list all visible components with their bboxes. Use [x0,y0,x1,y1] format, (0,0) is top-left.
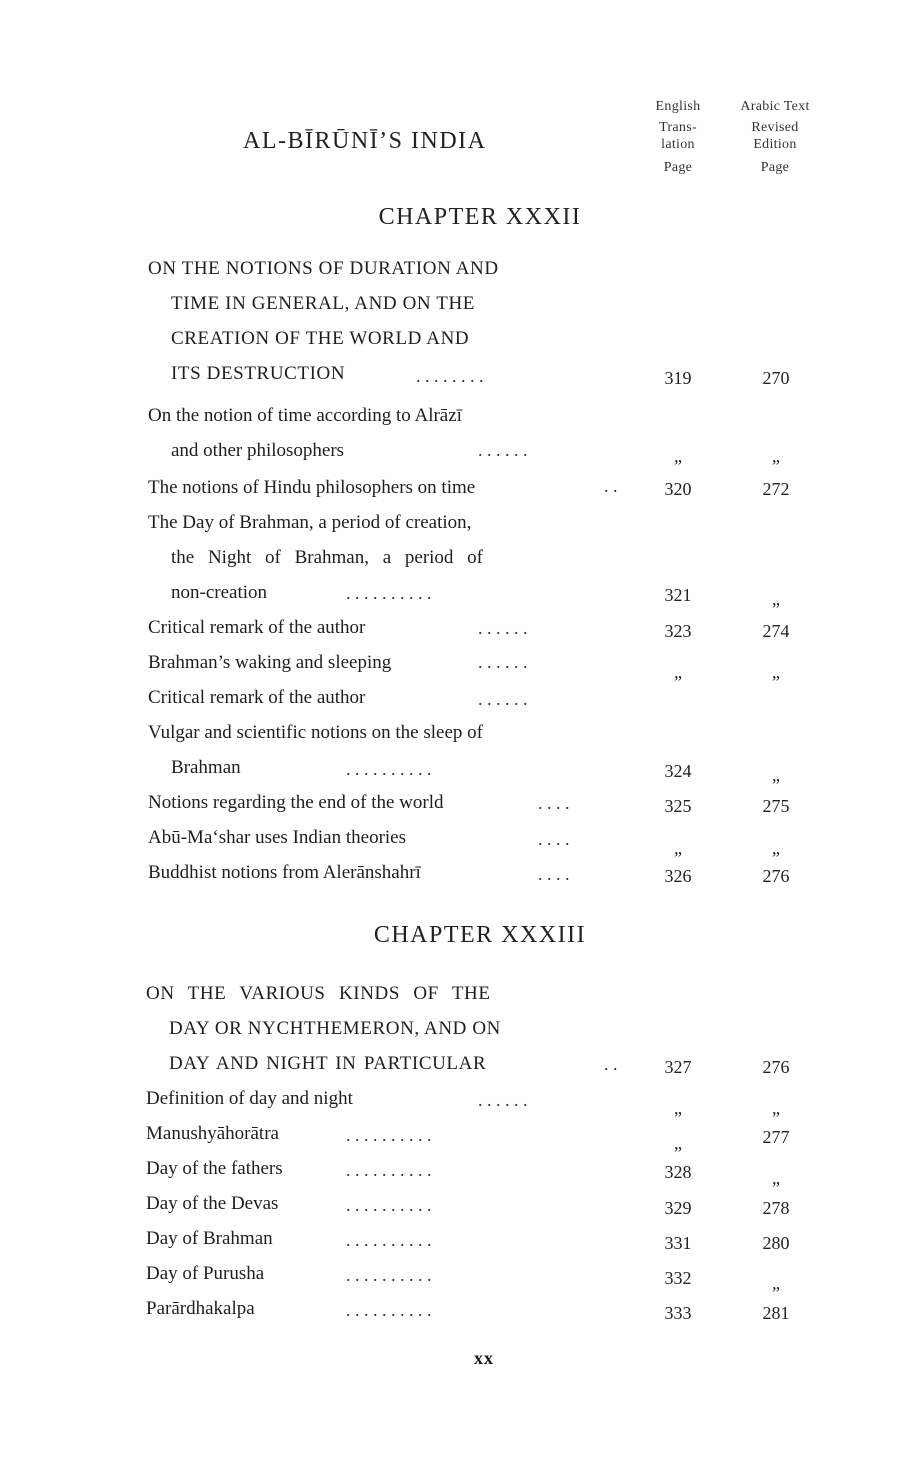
dot-leader: . . . . . . . . . . [346,1265,432,1285]
dot-leader: . . . . . . . . . . [346,1160,432,1180]
arabic-page-number: 272 [762,479,790,499]
dot-leader: . . . . . . . . . . [346,1300,432,1320]
entry-line: Day of Purusha [146,1263,265,1284]
entry-line: Vulgar and scientific notions on the sleep of [148,722,483,743]
entry-line: Critical remark of the author [148,687,366,708]
arabic-page-number: 274 [762,621,790,641]
dot-leader: . . . . . . . . . . [346,1230,432,1250]
arabic-page-number: „ [772,765,780,785]
arabic-page-number: 276 [762,1057,790,1077]
dot-leader: . . . . [538,793,570,813]
arabic-page-number: „ [772,1098,780,1118]
dot-leader: . . . . . . [478,618,528,638]
entry-line: and other philosophers [171,440,345,461]
arabic-page-number: „ [772,1273,780,1293]
arabic-page-number: „ [772,662,780,682]
entry-line: the Night of Brahman, a period of [171,547,484,568]
page-folio: xx [474,1348,494,1368]
arabic-page-number: 281 [762,1303,790,1323]
entry-line: The notions of Hindu philosophers on time [148,477,476,498]
english-page-number: 329 [664,1198,692,1218]
running-title: AL-BĪRŪNĪ’S INDIA [243,128,487,154]
entry-line: ON THE VARIOUS KINDS OF THE [146,983,491,1004]
entry-line: ON THE NOTIONS OF DURATION AND [148,258,499,279]
dot-leader: . . . . . . . . . . [346,759,432,779]
arabic-col-line: Arabic Text [740,99,810,114]
english-page-number: 319 [664,368,692,388]
arabic-text-column-header [722,98,828,176]
english-page-number: 326 [664,866,692,886]
english-col-line: Trans- [659,120,697,135]
dot-leader: . . . . [538,829,570,849]
entry-line: DAY OR NYCHTHEMERON, AND ON [169,1018,502,1039]
dot-leader: . . . . . . . . . . [346,1195,432,1215]
english-col-line: lation [661,137,695,152]
dot-leader: . . . . . . . . . . [346,1125,432,1145]
entry-line: CREATION OF THE WORLD AND [171,328,470,349]
arabic-page-number: „ [772,838,780,858]
entry-line: Manushyāhorātra [146,1123,279,1144]
dot-leader: . . . . [538,864,570,884]
arabic-page-number: 278 [762,1198,790,1218]
english-col-line: Page [663,160,693,175]
english-page-number: „ [674,1133,682,1153]
english-page-number: „ [674,838,682,858]
entry-line: DAY AND NIGHT IN PARTICULAR [169,1053,487,1074]
arabic-page-number: 280 [762,1233,790,1253]
arabic-page-number: „ [772,1168,780,1188]
entry-line: Buddhist notions from Alerānshahrī [148,862,421,883]
arabic-page-number: „ [772,589,780,609]
english-translation-column-header [636,98,720,176]
arabic-col-line: Edition [753,137,797,152]
arabic-page-number: 270 [762,368,790,388]
entry-line: non-creation [171,582,268,603]
entry-line: Critical remark of the author [148,617,366,638]
dot-leader: . . [604,476,618,496]
arabic-col-line: Page [760,160,790,175]
chapter-title: CHAPTER XXXII [378,204,582,230]
english-col-line: English [655,99,701,114]
english-page-number: „ [674,1098,682,1118]
arabic-page-number: 275 [762,796,790,816]
entry-line: ITS DESTRUCTION [171,363,346,384]
entry-line: Brahman [171,757,241,778]
entry-line: Day of the fathers [146,1158,283,1179]
arabic-page-number: „ [772,446,780,466]
entry-line: Notions regarding the end of the world [148,792,444,813]
entry-line: Day of the Devas [146,1193,279,1214]
english-page-number: „ [674,662,682,682]
entry-line: Brahman’s waking and sleeping [148,652,392,673]
dot-leader: . . . . . . [478,689,528,709]
dot-leader: . . [604,1054,618,1074]
english-page-number: 333 [664,1303,692,1323]
chapter-title: CHAPTER XXXIII [373,922,587,948]
entry-line: The Day of Brahman, a period of creation, [148,512,472,533]
entry-line: Day of Brahman [146,1228,273,1249]
english-page-number: 328 [664,1162,692,1182]
dot-leader: . . . . . . . . [416,366,484,386]
english-page-number: 320 [664,479,692,499]
entry-line: Definition of day and night [146,1088,353,1109]
english-page-number: 321 [664,585,692,605]
english-page-number: 331 [664,1233,692,1253]
entry-line: Abū-Ma‘shar uses Indian theories [148,827,407,848]
dot-leader: . . . . . . . . . . [346,583,432,603]
english-page-number: 332 [664,1268,692,1288]
dot-leader: . . . . . . [478,440,528,460]
dot-leader: . . . . . . [478,652,528,672]
english-page-number: 325 [664,796,692,816]
entry-line: On the notion of time according to Alrāzī [148,405,462,426]
entry-line: Parārdhakalpa [146,1298,255,1319]
dot-leader: . . . . . . [478,1090,528,1110]
entry-line: TIME IN GENERAL, AND ON THE [171,293,475,314]
english-page-number: 324 [664,761,692,781]
arabic-page-number: 276 [762,866,790,886]
arabic-page-number: 277 [762,1127,790,1147]
english-page-number: 323 [664,621,692,641]
english-page-number: 327 [664,1057,692,1077]
english-page-number: „ [674,446,682,466]
arabic-col-line: Revised [751,120,799,135]
